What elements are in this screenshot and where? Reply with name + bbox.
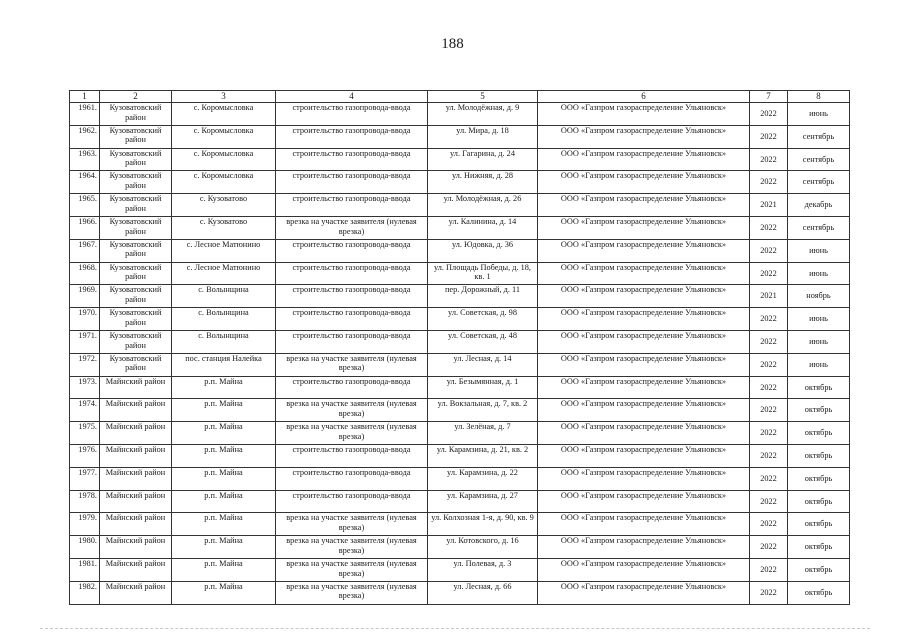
year-cell: 2021: [750, 285, 788, 308]
organization-cell: ООО «Газпром газораспределение Ульяновск»: [538, 467, 750, 490]
table-row: [70, 490, 850, 513]
row-number-cell: 1961.: [70, 103, 100, 126]
settlement-cell: с. Кузоватово: [172, 216, 276, 239]
column-header-7: 7: [750, 91, 788, 103]
year-cell: 2022: [750, 490, 788, 513]
work-type-cell: строительство газопровода-ввода: [276, 444, 428, 467]
year-cell: 2022: [750, 103, 788, 126]
address-cell: ул. Лесная, д. 66: [428, 581, 538, 604]
organization-cell: ООО «Газпром газораспределение Ульяновск»: [538, 376, 750, 399]
row-number-cell: 1963.: [70, 148, 100, 171]
gasification-table: [69, 90, 850, 605]
table-body: [70, 103, 850, 605]
settlement-cell: р.п. Майна: [172, 422, 276, 445]
year-cell: 2022: [750, 216, 788, 239]
district-cell: Кузоватовский район: [100, 194, 172, 217]
work-type-cell: строительство газопровода-ввода: [276, 376, 428, 399]
year-cell: 2022: [750, 467, 788, 490]
district-cell: Кузоватовский район: [100, 308, 172, 331]
year-cell: 2022: [750, 148, 788, 171]
column-header-6: 6: [538, 91, 750, 103]
organization-cell: ООО «Газпром газораспределение Ульяновск»: [538, 285, 750, 308]
district-cell: Майнский район: [100, 376, 172, 399]
column-header-1: 1: [70, 91, 100, 103]
work-type-cell: строительство газопровода-ввода: [276, 171, 428, 194]
page-bottom-divider: [40, 628, 870, 629]
district-cell: Майнский район: [100, 581, 172, 604]
organization-cell: ООО «Газпром газораспределение Ульяновск»: [538, 125, 750, 148]
work-type-cell: врезка на участке заявителя (нулевая врезка): [276, 399, 428, 422]
table-header: [70, 91, 850, 103]
district-cell: Майнский район: [100, 536, 172, 559]
year-cell: 2022: [750, 125, 788, 148]
district-cell: Кузоватовский район: [100, 216, 172, 239]
month-cell: октябрь: [788, 513, 850, 536]
organization-cell: ООО «Газпром газораспределение Ульяновск»: [538, 103, 750, 126]
organization-cell: ООО «Газпром газораспределение Ульяновск»: [538, 353, 750, 376]
organization-cell: ООО «Газпром газораспределение Ульяновск»: [538, 558, 750, 581]
organization-cell: ООО «Газпром газораспределение Ульяновск»: [538, 194, 750, 217]
table-row: [70, 148, 850, 171]
address-cell: ул. Молодёжная, д. 26: [428, 194, 538, 217]
address-cell: ул. Карамзина, д. 21, кв. 2: [428, 444, 538, 467]
address-cell: ул. Карамзина, д. 27: [428, 490, 538, 513]
settlement-cell: с. Коромысловка: [172, 103, 276, 126]
work-type-cell: врезка на участке заявителя (нулевая врезка): [276, 581, 428, 604]
row-number-cell: 1980.: [70, 536, 100, 559]
year-cell: 2022: [750, 171, 788, 194]
settlement-cell: р.п. Майна: [172, 581, 276, 604]
table-row: [70, 330, 850, 353]
work-type-cell: строительство газопровода-ввода: [276, 285, 428, 308]
settlement-cell: с. Коромысловка: [172, 148, 276, 171]
address-cell: ул. Безымянная, д. 1: [428, 376, 538, 399]
address-cell: ул. Калинина, д. 14: [428, 216, 538, 239]
month-cell: октябрь: [788, 376, 850, 399]
organization-cell: ООО «Газпром газораспределение Ульяновск»: [538, 490, 750, 513]
work-type-cell: строительство газопровода-ввода: [276, 194, 428, 217]
settlement-cell: с. Лесное Матюнино: [172, 239, 276, 262]
table-row: [70, 353, 850, 376]
month-cell: сентябрь: [788, 125, 850, 148]
column-header-2: 2: [100, 91, 172, 103]
month-cell: июнь: [788, 353, 850, 376]
column-header-3: 3: [172, 91, 276, 103]
district-cell: Майнский район: [100, 490, 172, 513]
district-cell: Кузоватовский район: [100, 330, 172, 353]
settlement-cell: пос. станция Налейка: [172, 353, 276, 376]
month-cell: октябрь: [788, 467, 850, 490]
month-cell: октябрь: [788, 399, 850, 422]
address-cell: ул. Площадь Победы, д. 18, кв. 1: [428, 262, 538, 285]
organization-cell: ООО «Газпром газораспределение Ульяновск»: [538, 171, 750, 194]
district-cell: Кузоватовский район: [100, 353, 172, 376]
settlement-cell: р.п. Майна: [172, 399, 276, 422]
address-cell: пер. Дорожный, д. 11: [428, 285, 538, 308]
organization-cell: ООО «Газпром газораспределение Ульяновск»: [538, 148, 750, 171]
district-cell: Майнский район: [100, 467, 172, 490]
year-cell: 2022: [750, 513, 788, 536]
organization-cell: ООО «Газпром газораспределение Ульяновск»: [538, 536, 750, 559]
row-number-cell: 1976.: [70, 444, 100, 467]
table-row: [70, 125, 850, 148]
month-cell: октябрь: [788, 581, 850, 604]
table-row: [70, 399, 850, 422]
organization-cell: ООО «Газпром газораспределение Ульяновск»: [538, 513, 750, 536]
work-type-cell: врезка на участке заявителя (нулевая врезка): [276, 513, 428, 536]
settlement-cell: р.п. Майна: [172, 536, 276, 559]
settlement-cell: р.п. Майна: [172, 376, 276, 399]
settlement-cell: р.п. Майна: [172, 513, 276, 536]
district-cell: Кузоватовский район: [100, 148, 172, 171]
organization-cell: ООО «Газпром газораспределение Ульяновск»: [538, 239, 750, 262]
row-number-cell: 1968.: [70, 262, 100, 285]
settlement-cell: с. Коромысловка: [172, 171, 276, 194]
row-number-cell: 1973.: [70, 376, 100, 399]
table-row: [70, 308, 850, 331]
column-header-4: 4: [276, 91, 428, 103]
district-cell: Кузоватовский район: [100, 262, 172, 285]
table-row: [70, 194, 850, 217]
work-type-cell: строительство газопровода-ввода: [276, 262, 428, 285]
row-number-cell: 1982.: [70, 581, 100, 604]
work-type-cell: строительство газопровода-ввода: [276, 125, 428, 148]
work-type-cell: врезка на участке заявителя (нулевая врезка): [276, 536, 428, 559]
month-cell: октябрь: [788, 558, 850, 581]
district-cell: Кузоватовский район: [100, 239, 172, 262]
month-cell: июнь: [788, 262, 850, 285]
row-number-cell: 1975.: [70, 422, 100, 445]
row-number-cell: 1974.: [70, 399, 100, 422]
district-cell: Майнский район: [100, 513, 172, 536]
address-cell: ул. Полевая, д. 3: [428, 558, 538, 581]
table-row: [70, 216, 850, 239]
district-cell: Майнский район: [100, 399, 172, 422]
table-row: [70, 376, 850, 399]
month-cell: октябрь: [788, 444, 850, 467]
settlement-cell: с. Волынщина: [172, 308, 276, 331]
row-number-cell: 1966.: [70, 216, 100, 239]
work-type-cell: строительство газопровода-ввода: [276, 490, 428, 513]
work-type-cell: врезка на участке заявителя (нулевая врезка): [276, 216, 428, 239]
address-cell: ул. Лесная, д. 14: [428, 353, 538, 376]
table-row: [70, 103, 850, 126]
settlement-cell: с. Лесное Матюнино: [172, 262, 276, 285]
year-cell: 2022: [750, 422, 788, 445]
column-header-5: 5: [428, 91, 538, 103]
address-cell: ул. Юдовка, д. 36: [428, 239, 538, 262]
address-cell: ул. Карамзина, д. 22: [428, 467, 538, 490]
table-row: [70, 444, 850, 467]
document-table-container: [69, 90, 849, 605]
table-row: [70, 171, 850, 194]
address-cell: ул. Гагарина, д. 24: [428, 148, 538, 171]
month-cell: октябрь: [788, 422, 850, 445]
table-row: [70, 581, 850, 604]
address-cell: ул. Котовского, д. 16: [428, 536, 538, 559]
month-cell: октябрь: [788, 490, 850, 513]
district-cell: Майнский район: [100, 422, 172, 445]
work-type-cell: врезка на участке заявителя (нулевая врезка): [276, 422, 428, 445]
year-cell: 2022: [750, 581, 788, 604]
row-number-cell: 1969.: [70, 285, 100, 308]
organization-cell: ООО «Газпром газораспределение Ульяновск»: [538, 444, 750, 467]
settlement-cell: р.п. Майна: [172, 558, 276, 581]
settlement-cell: р.п. Майна: [172, 490, 276, 513]
month-cell: июнь: [788, 308, 850, 331]
table-row: [70, 513, 850, 536]
month-cell: октябрь: [788, 536, 850, 559]
district-cell: Майнский район: [100, 444, 172, 467]
address-cell: ул. Советская, д. 48: [428, 330, 538, 353]
address-cell: ул. Колхозная 1-я, д. 90, кв. 9: [428, 513, 538, 536]
row-number-cell: 1972.: [70, 353, 100, 376]
year-cell: 2022: [750, 308, 788, 331]
organization-cell: ООО «Газпром газораспределение Ульяновск»: [538, 330, 750, 353]
address-cell: ул. Нижняя, д. 28: [428, 171, 538, 194]
table-row: [70, 239, 850, 262]
table-row: [70, 536, 850, 559]
address-cell: ул. Молодёжная, д. 9: [428, 103, 538, 126]
organization-cell: ООО «Газпром газораспределение Ульяновск»: [538, 308, 750, 331]
month-cell: июнь: [788, 103, 850, 126]
settlement-cell: с. Волынщина: [172, 330, 276, 353]
district-cell: Кузоватовский район: [100, 171, 172, 194]
row-number-cell: 1978.: [70, 490, 100, 513]
table-row: [70, 558, 850, 581]
year-cell: 2022: [750, 353, 788, 376]
year-cell: 2022: [750, 262, 788, 285]
table-row: [70, 467, 850, 490]
address-cell: ул. Вокзальная, д. 7, кв. 2: [428, 399, 538, 422]
row-number-cell: 1979.: [70, 513, 100, 536]
month-cell: сентябрь: [788, 171, 850, 194]
row-number-cell: 1971.: [70, 330, 100, 353]
year-cell: 2022: [750, 330, 788, 353]
row-number-cell: 1967.: [70, 239, 100, 262]
year-cell: 2022: [750, 444, 788, 467]
row-number-cell: 1964.: [70, 171, 100, 194]
district-cell: Кузоватовский район: [100, 103, 172, 126]
year-cell: 2022: [750, 399, 788, 422]
work-type-cell: строительство газопровода-ввода: [276, 103, 428, 126]
month-cell: сентябрь: [788, 216, 850, 239]
month-cell: ноябрь: [788, 285, 850, 308]
year-cell: 2022: [750, 536, 788, 559]
district-cell: Майнский район: [100, 558, 172, 581]
row-number-cell: 1977.: [70, 467, 100, 490]
month-cell: декабрь: [788, 194, 850, 217]
settlement-cell: р.п. Майна: [172, 444, 276, 467]
address-cell: ул. Зелёная, д. 7: [428, 422, 538, 445]
year-cell: 2022: [750, 376, 788, 399]
organization-cell: ООО «Газпром газораспределение Ульяновск»: [538, 399, 750, 422]
year-cell: 2022: [750, 558, 788, 581]
district-cell: Кузоватовский район: [100, 285, 172, 308]
column-header-8: 8: [788, 91, 850, 103]
month-cell: июнь: [788, 239, 850, 262]
row-number-cell: 1970.: [70, 308, 100, 331]
organization-cell: ООО «Газпром газораспределение Ульяновск»: [538, 262, 750, 285]
work-type-cell: строительство газопровода-ввода: [276, 148, 428, 171]
table-row: [70, 262, 850, 285]
address-cell: ул. Советская, д. 98: [428, 308, 538, 331]
organization-cell: ООО «Газпром газораспределение Ульяновск»: [538, 422, 750, 445]
work-type-cell: врезка на участке заявителя (нулевая врезка): [276, 353, 428, 376]
district-cell: Кузоватовский район: [100, 125, 172, 148]
work-type-cell: строительство газопровода-ввода: [276, 330, 428, 353]
organization-cell: ООО «Газпром газораспределение Ульяновск»: [538, 216, 750, 239]
organization-cell: ООО «Газпром газораспределение Ульяновск»: [538, 581, 750, 604]
row-number-cell: 1962.: [70, 125, 100, 148]
work-type-cell: строительство газопровода-ввода: [276, 239, 428, 262]
header-row: [70, 91, 850, 103]
settlement-cell: с. Коромысловка: [172, 125, 276, 148]
month-cell: июнь: [788, 330, 850, 353]
month-cell: сентябрь: [788, 148, 850, 171]
row-number-cell: 1981.: [70, 558, 100, 581]
settlement-cell: р.п. Майна: [172, 467, 276, 490]
work-type-cell: строительство газопровода-ввода: [276, 308, 428, 331]
row-number-cell: 1965.: [70, 194, 100, 217]
year-cell: 2022: [750, 239, 788, 262]
table-row: [70, 422, 850, 445]
work-type-cell: врезка на участке заявителя (нулевая врезка): [276, 558, 428, 581]
settlement-cell: с. Кузоватово: [172, 194, 276, 217]
work-type-cell: строительство газопровода-ввода: [276, 467, 428, 490]
settlement-cell: с. Волынщина: [172, 285, 276, 308]
table-row: [70, 285, 850, 308]
year-cell: 2021: [750, 194, 788, 217]
address-cell: ул. Мира, д. 18: [428, 125, 538, 148]
page-number: 188: [441, 36, 464, 52]
